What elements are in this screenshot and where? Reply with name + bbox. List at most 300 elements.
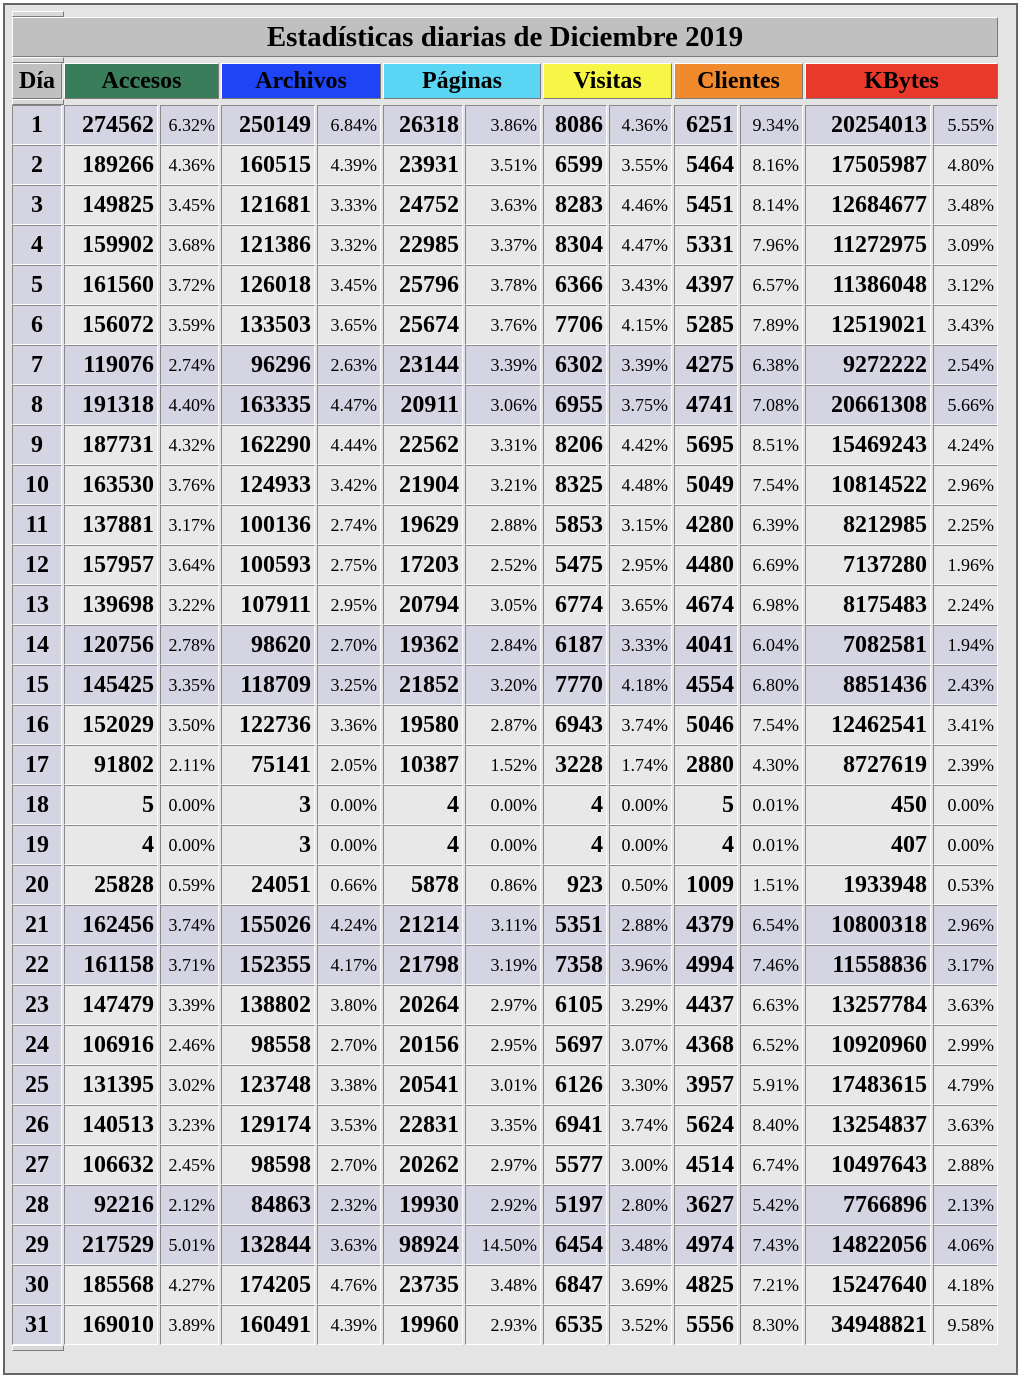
hits-value: 169010 (64, 1305, 158, 1345)
visits-value: 6302 (543, 345, 607, 385)
visits-value: 5475 (543, 545, 607, 585)
sites-value: 4437 (674, 985, 738, 1025)
hits-percent: 3.59% (160, 305, 219, 345)
files-percent: 4.24% (317, 905, 381, 945)
visits-percent: 0.50% (609, 865, 672, 905)
files-percent: 2.70% (317, 1145, 381, 1185)
kbytes-percent: 3.63% (933, 985, 998, 1025)
pages-value: 25674 (383, 305, 463, 345)
visits-percent: 4.47% (609, 225, 672, 265)
hits-percent: 3.23% (160, 1105, 219, 1145)
pages-value: 20541 (383, 1065, 463, 1105)
hits-value: 162456 (64, 905, 158, 945)
files-percent: 2.70% (317, 1025, 381, 1065)
table-row (12, 625, 998, 665)
sites-percent: 7.46% (740, 945, 803, 985)
pages-value: 25796 (383, 265, 463, 305)
sites-value: 4397 (674, 265, 738, 305)
kbytes-value: 7137280 (805, 545, 931, 585)
kbytes-percent: 4.06% (933, 1225, 998, 1265)
kbytes-value: 17505987 (805, 145, 931, 185)
table-row (12, 465, 998, 505)
pages-value: 20262 (383, 1145, 463, 1185)
hits-percent: 2.12% (160, 1185, 219, 1225)
day-number: 23 (12, 985, 62, 1025)
hits-value: 157957 (64, 545, 158, 585)
hits-value: 274562 (64, 105, 158, 145)
visits-percent: 2.88% (609, 905, 672, 945)
day-number: 25 (12, 1065, 62, 1105)
hits-percent: 3.76% (160, 465, 219, 505)
day-number: 7 (12, 345, 62, 385)
hits-value: 149825 (64, 185, 158, 225)
hits-percent: 3.72% (160, 265, 219, 305)
hits-percent: 6.32% (160, 105, 219, 145)
files-percent: 4.39% (317, 1305, 381, 1345)
files-percent: 3.63% (317, 1225, 381, 1265)
kbytes-value: 12462541 (805, 705, 931, 745)
hits-percent: 3.22% (160, 585, 219, 625)
kbytes-value: 11386048 (805, 265, 931, 305)
table-row (12, 225, 998, 265)
kbytes-percent: 4.80% (933, 145, 998, 185)
table-row (12, 665, 998, 705)
visits-value: 4 (543, 825, 607, 865)
pages-percent: 3.86% (465, 105, 541, 145)
kbytes-percent: 2.99% (933, 1025, 998, 1065)
hits-value: 91802 (64, 745, 158, 785)
kbytes-percent: 0.00% (933, 785, 998, 825)
files-value: 107911 (221, 585, 315, 625)
kbytes-percent: 2.88% (933, 1145, 998, 1185)
sites-percent: 7.96% (740, 225, 803, 265)
sites-value: 2880 (674, 745, 738, 785)
hits-value: 147479 (64, 985, 158, 1025)
visits-percent: 3.30% (609, 1065, 672, 1105)
files-percent: 3.45% (317, 265, 381, 305)
kbytes-value: 1933948 (805, 865, 931, 905)
files-percent: 4.76% (317, 1265, 381, 1305)
table-title: Estadísticas diarias de Diciembre 2019 (12, 17, 998, 57)
kbytes-value: 8727619 (805, 745, 931, 785)
hits-value: 140513 (64, 1105, 158, 1145)
sites-percent: 7.89% (740, 305, 803, 345)
hits-value: 152029 (64, 705, 158, 745)
visits-percent: 4.48% (609, 465, 672, 505)
pages-value: 20794 (383, 585, 463, 625)
files-percent: 3.32% (317, 225, 381, 265)
pages-value: 21214 (383, 905, 463, 945)
table-row (12, 785, 998, 825)
visits-percent: 3.33% (609, 625, 672, 665)
day-number: 19 (12, 825, 62, 865)
kbytes-value: 12684677 (805, 185, 931, 225)
pages-percent: 3.19% (465, 945, 541, 985)
hits-percent: 3.35% (160, 665, 219, 705)
kbytes-value: 13254837 (805, 1105, 931, 1145)
sites-value: 4674 (674, 585, 738, 625)
files-percent: 2.75% (317, 545, 381, 585)
daily-stats-frame (3, 3, 1018, 1375)
visits-percent: 3.69% (609, 1265, 672, 1305)
sites-value: 5556 (674, 1305, 738, 1345)
sites-percent: 7.43% (740, 1225, 803, 1265)
kbytes-value: 10920960 (805, 1025, 931, 1065)
files-percent: 3.80% (317, 985, 381, 1025)
visits-value: 6943 (543, 705, 607, 745)
kbytes-percent: 2.43% (933, 665, 998, 705)
pages-value: 98924 (383, 1225, 463, 1265)
files-percent: 4.44% (317, 425, 381, 465)
visits-percent: 3.65% (609, 585, 672, 625)
sites-percent: 6.54% (740, 905, 803, 945)
sites-percent: 7.54% (740, 705, 803, 745)
files-value: 160515 (221, 145, 315, 185)
visits-value: 6955 (543, 385, 607, 425)
pages-value: 23931 (383, 145, 463, 185)
sites-percent: 8.14% (740, 185, 803, 225)
pages-percent: 2.87% (465, 705, 541, 745)
visits-percent: 2.95% (609, 545, 672, 585)
visits-value: 6105 (543, 985, 607, 1025)
hits-percent: 3.74% (160, 905, 219, 945)
pages-value: 19960 (383, 1305, 463, 1345)
files-percent: 3.42% (317, 465, 381, 505)
pages-percent: 0.00% (465, 825, 541, 865)
kbytes-value: 10814522 (805, 465, 931, 505)
hits-value: 5 (64, 785, 158, 825)
files-percent: 2.32% (317, 1185, 381, 1225)
table-row (12, 105, 998, 145)
pages-percent: 2.93% (465, 1305, 541, 1345)
files-percent: 0.00% (317, 785, 381, 825)
hits-percent: 3.50% (160, 705, 219, 745)
files-value: 122736 (221, 705, 315, 745)
pages-percent: 3.63% (465, 185, 541, 225)
files-value: 84863 (221, 1185, 315, 1225)
pages-value: 23735 (383, 1265, 463, 1305)
visits-percent: 4.15% (609, 305, 672, 345)
hits-value: 217529 (64, 1225, 158, 1265)
day-number: 31 (12, 1305, 62, 1345)
table-row (12, 825, 998, 865)
hits-percent: 3.17% (160, 505, 219, 545)
files-value: 133503 (221, 305, 315, 345)
sites-percent: 9.34% (740, 105, 803, 145)
day-number: 13 (12, 585, 62, 625)
kbytes-value: 34948821 (805, 1305, 931, 1345)
sites-value: 4368 (674, 1025, 738, 1065)
sites-value: 5464 (674, 145, 738, 185)
pages-percent: 2.97% (465, 985, 541, 1025)
table-row (12, 505, 998, 545)
hits-percent: 4.40% (160, 385, 219, 425)
pages-percent: 3.39% (465, 345, 541, 385)
hits-percent: 3.71% (160, 945, 219, 985)
hits-percent: 2.11% (160, 745, 219, 785)
visits-percent: 3.48% (609, 1225, 672, 1265)
sites-value: 5049 (674, 465, 738, 505)
visits-percent: 3.43% (609, 265, 672, 305)
files-percent: 3.25% (317, 665, 381, 705)
sites-value: 4514 (674, 1145, 738, 1185)
kbytes-percent: 9.58% (933, 1305, 998, 1345)
hits-value: 161560 (64, 265, 158, 305)
sites-value: 4994 (674, 945, 738, 985)
kbytes-percent: 4.18% (933, 1265, 998, 1305)
kbytes-percent: 2.96% (933, 465, 998, 505)
table-row (12, 1145, 998, 1185)
kbytes-percent: 0.53% (933, 865, 998, 905)
kbytes-percent: 5.55% (933, 105, 998, 145)
table-row (12, 945, 998, 985)
files-percent: 2.74% (317, 505, 381, 545)
hits-value: 159902 (64, 225, 158, 265)
files-value: 250149 (221, 105, 315, 145)
visits-value: 5577 (543, 1145, 607, 1185)
hits-value: 106632 (64, 1145, 158, 1185)
pages-percent: 3.76% (465, 305, 541, 345)
hits-value: 161158 (64, 945, 158, 985)
files-value: 124933 (221, 465, 315, 505)
header-visits: Visitas (543, 63, 672, 99)
day-number: 5 (12, 265, 62, 305)
kbytes-percent: 2.24% (933, 585, 998, 625)
visits-percent: 4.36% (609, 105, 672, 145)
pages-value: 20911 (383, 385, 463, 425)
table-row (12, 705, 998, 745)
visits-value: 7770 (543, 665, 607, 705)
pages-percent: 3.20% (465, 665, 541, 705)
kbytes-value: 8175483 (805, 585, 931, 625)
day-number: 16 (12, 705, 62, 745)
table-row (12, 905, 998, 945)
visits-value: 5697 (543, 1025, 607, 1065)
kbytes-percent: 2.96% (933, 905, 998, 945)
table-row (12, 185, 998, 225)
hits-percent: 0.00% (160, 825, 219, 865)
table-row (12, 545, 998, 585)
kbytes-value: 12519021 (805, 305, 931, 345)
day-number: 6 (12, 305, 62, 345)
files-percent: 2.95% (317, 585, 381, 625)
visits-value: 923 (543, 865, 607, 905)
hits-percent: 4.27% (160, 1265, 219, 1305)
pages-percent: 3.37% (465, 225, 541, 265)
files-value: 121386 (221, 225, 315, 265)
visits-percent: 3.29% (609, 985, 672, 1025)
kbytes-value: 11558836 (805, 945, 931, 985)
files-percent: 3.53% (317, 1105, 381, 1145)
kbytes-value: 7766896 (805, 1185, 931, 1225)
hits-percent: 3.68% (160, 225, 219, 265)
header-files: Archivos (221, 63, 381, 99)
pages-value: 20264 (383, 985, 463, 1025)
day-number: 27 (12, 1145, 62, 1185)
sites-percent: 8.40% (740, 1105, 803, 1145)
day-number: 18 (12, 785, 62, 825)
sites-percent: 6.39% (740, 505, 803, 545)
kbytes-percent: 1.96% (933, 545, 998, 585)
kbytes-value: 7082581 (805, 625, 931, 665)
sites-value: 3957 (674, 1065, 738, 1105)
visits-value: 6126 (543, 1065, 607, 1105)
files-value: 98620 (221, 625, 315, 665)
visits-percent: 0.00% (609, 785, 672, 825)
sites-percent: 6.63% (740, 985, 803, 1025)
day-number: 10 (12, 465, 62, 505)
files-percent: 2.05% (317, 745, 381, 785)
kbytes-percent: 2.39% (933, 745, 998, 785)
pages-value: 4 (383, 825, 463, 865)
day-number: 20 (12, 865, 62, 905)
sites-percent: 6.69% (740, 545, 803, 585)
pages-value: 26318 (383, 105, 463, 145)
sites-percent: 6.98% (740, 585, 803, 625)
files-percent: 0.00% (317, 825, 381, 865)
header-pages: Páginas (383, 63, 541, 99)
files-percent: 3.65% (317, 305, 381, 345)
pages-percent: 3.51% (465, 145, 541, 185)
visits-percent: 0.00% (609, 825, 672, 865)
hits-value: 145425 (64, 665, 158, 705)
sites-value: 4275 (674, 345, 738, 385)
files-percent: 3.36% (317, 705, 381, 745)
files-value: 100593 (221, 545, 315, 585)
hits-value: 92216 (64, 1185, 158, 1225)
files-percent: 4.47% (317, 385, 381, 425)
visits-percent: 3.55% (609, 145, 672, 185)
sites-value: 5331 (674, 225, 738, 265)
table-row (12, 1065, 998, 1105)
table-row (12, 865, 998, 905)
files-percent: 3.38% (317, 1065, 381, 1105)
kbytes-value: 14822056 (805, 1225, 931, 1265)
visits-percent: 3.07% (609, 1025, 672, 1065)
table-row (12, 1265, 998, 1305)
sites-percent: 5.42% (740, 1185, 803, 1225)
sites-value: 4825 (674, 1265, 738, 1305)
table-row (12, 145, 998, 185)
table-row (12, 1305, 998, 1345)
hits-percent: 4.32% (160, 425, 219, 465)
visits-value: 6454 (543, 1225, 607, 1265)
table-row (12, 1105, 998, 1145)
day-number: 22 (12, 945, 62, 985)
hits-value: 131395 (64, 1065, 158, 1105)
sites-percent: 7.08% (740, 385, 803, 425)
day-number: 1 (12, 105, 62, 145)
sites-value: 1009 (674, 865, 738, 905)
pages-percent: 3.31% (465, 425, 541, 465)
day-number: 14 (12, 625, 62, 665)
sites-percent: 1.51% (740, 865, 803, 905)
sites-percent: 6.04% (740, 625, 803, 665)
pages-value: 17203 (383, 545, 463, 585)
pages-percent: 3.05% (465, 585, 541, 625)
day-number: 21 (12, 905, 62, 945)
sites-percent: 8.51% (740, 425, 803, 465)
pages-value: 21904 (383, 465, 463, 505)
kbytes-value: 8212985 (805, 505, 931, 545)
kbytes-percent: 2.54% (933, 345, 998, 385)
sites-percent: 4.30% (740, 745, 803, 785)
visits-value: 8325 (543, 465, 607, 505)
day-number: 26 (12, 1105, 62, 1145)
files-percent: 2.63% (317, 345, 381, 385)
visits-percent: 3.15% (609, 505, 672, 545)
files-value: 163335 (221, 385, 315, 425)
visits-percent: 4.18% (609, 665, 672, 705)
day-number: 4 (12, 225, 62, 265)
files-value: 98598 (221, 1145, 315, 1185)
hits-percent: 2.45% (160, 1145, 219, 1185)
visits-value: 7706 (543, 305, 607, 345)
hits-percent: 2.74% (160, 345, 219, 385)
pages-value: 4 (383, 785, 463, 825)
sites-percent: 5.91% (740, 1065, 803, 1105)
header-day: Día (12, 63, 62, 99)
hits-value: 187731 (64, 425, 158, 465)
hits-value: 139698 (64, 585, 158, 625)
kbytes-percent: 3.63% (933, 1105, 998, 1145)
hits-percent: 0.00% (160, 785, 219, 825)
pages-percent: 0.86% (465, 865, 541, 905)
hits-value: 185568 (64, 1265, 158, 1305)
visits-percent: 4.46% (609, 185, 672, 225)
pages-value: 19362 (383, 625, 463, 665)
day-number: 9 (12, 425, 62, 465)
visits-percent: 3.74% (609, 1105, 672, 1145)
pages-value: 22831 (383, 1105, 463, 1145)
visits-value: 3228 (543, 745, 607, 785)
hits-value: 191318 (64, 385, 158, 425)
sites-percent: 6.38% (740, 345, 803, 385)
sites-value: 6251 (674, 105, 738, 145)
kbytes-value: 15469243 (805, 425, 931, 465)
header-sites: Clientes (674, 63, 803, 99)
visits-value: 6187 (543, 625, 607, 665)
visits-percent: 3.00% (609, 1145, 672, 1185)
day-number: 8 (12, 385, 62, 425)
files-value: 96296 (221, 345, 315, 385)
files-percent: 2.70% (317, 625, 381, 665)
hits-value: 163530 (64, 465, 158, 505)
kbytes-percent: 4.79% (933, 1065, 998, 1105)
hits-value: 25828 (64, 865, 158, 905)
hits-percent: 3.02% (160, 1065, 219, 1105)
files-value: 162290 (221, 425, 315, 465)
table-row (12, 425, 998, 465)
pages-value: 19930 (383, 1185, 463, 1225)
hits-percent: 0.59% (160, 865, 219, 905)
sites-value: 4 (674, 825, 738, 865)
pages-percent: 3.21% (465, 465, 541, 505)
files-percent: 4.17% (317, 945, 381, 985)
sites-value: 5624 (674, 1105, 738, 1145)
visits-value: 5197 (543, 1185, 607, 1225)
day-number: 3 (12, 185, 62, 225)
sites-percent: 7.21% (740, 1265, 803, 1305)
kbytes-value: 20254013 (805, 105, 931, 145)
hits-percent: 2.46% (160, 1025, 219, 1065)
visits-value: 6599 (543, 145, 607, 185)
hits-percent: 4.36% (160, 145, 219, 185)
sites-value: 4379 (674, 905, 738, 945)
pages-percent: 2.52% (465, 545, 541, 585)
files-percent: 4.39% (317, 145, 381, 185)
hits-percent: 3.39% (160, 985, 219, 1025)
